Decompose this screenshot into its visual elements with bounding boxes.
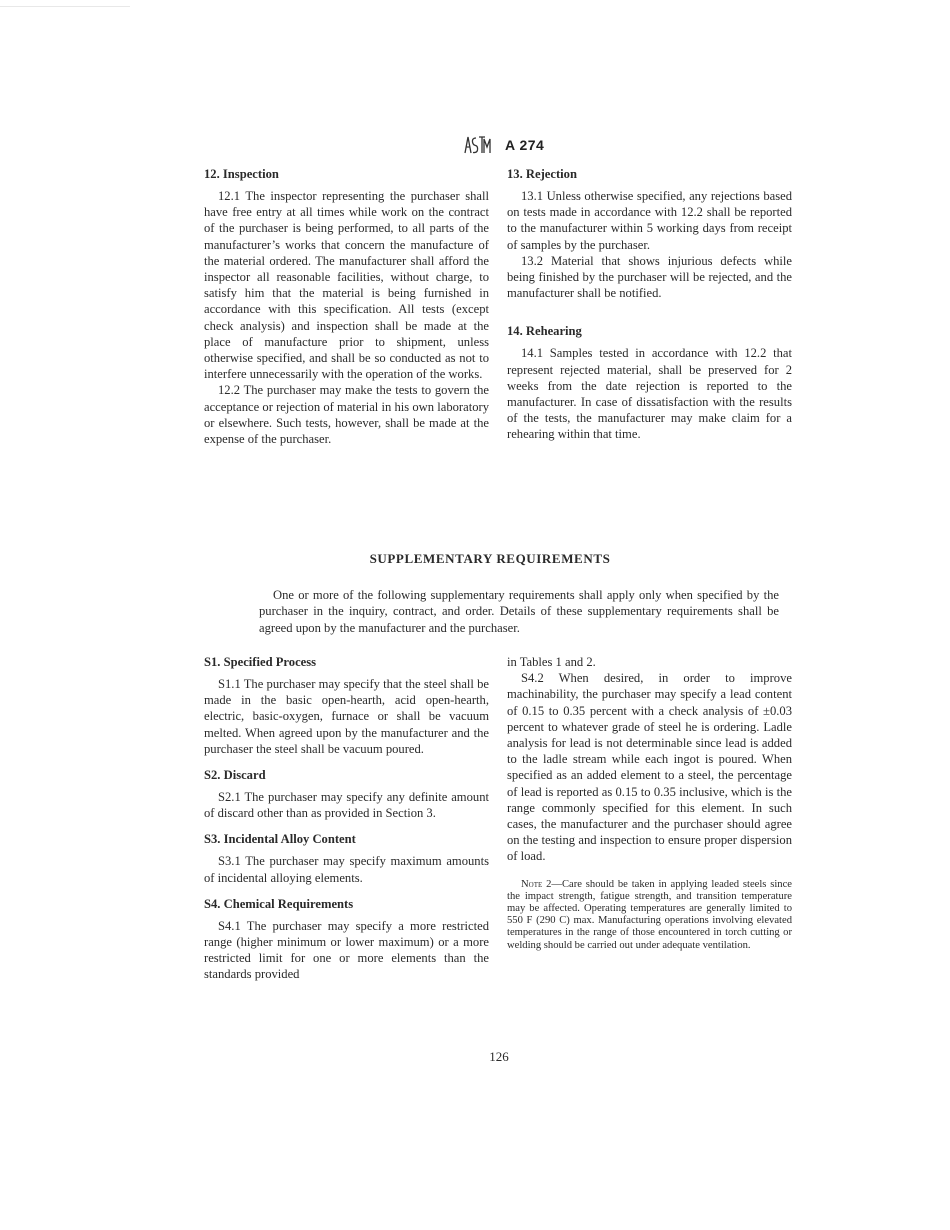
page-header: [463, 133, 544, 157]
paragraph-13-1: 13.1 Unless otherwise specified, any rejections based on tests made in accordance with 12.2 shall be reported to the manufacturer within 5 working days from receipt of samples by the purchaser.: [507, 189, 792, 252]
section-s2: [204, 767, 489, 821]
paragraph-s4-1: S4.1 The purchaser may specify a more restricted range (higher minimum or lower maximum) or a more restricted limit for one or more elements than the standards provided: [204, 918, 489, 982]
paragraph-12-1: 12.1 The inspector representing the purchaser shall have free entry at all times while work on the contract of the purchaser is being performed, to all parts of the manufacturer’s works that concern the manufacture of the material ordered. The manufacturer shall afford the inspector all reasonable facilities, without charge, to satisfy him that the material is being furnished in accordance with this specification. All tests (except check analysis) and inspection shall be made at the place of manufacture prior to shipment, unless otherwise specified, and shall be so conducted as not to interfere unnecessarily with the operation of the works.: [204, 189, 489, 382]
paragraph-s3-1: S3.1 The purchaser may specify maximum amounts of incidental alloying elements.: [204, 854, 489, 885]
section-title-s2: S2. Discard: [204, 768, 266, 783]
left-column-top: [204, 166, 489, 447]
right-column-top: [507, 166, 792, 443]
section-title-s4: S4. Chemical Requirements: [204, 896, 354, 911]
section-title-s3: S3. Incidental Alloy Content: [204, 832, 356, 847]
scan-artifact-line: [0, 6, 130, 7]
section-s1: [204, 654, 489, 757]
section-s4: [204, 896, 489, 983]
paragraph-13-2: 13.2 Material that shows injurious defects while being finished by the purchaser will be rejected, and the manufacturer shall be notified.: [507, 253, 792, 301]
left-column-bottom: [204, 654, 489, 983]
standard-number: A 274: [505, 137, 545, 153]
supplementary-intro: One or more of the following supplementary requirements shall apply only when specified by the purchaser in the inquiry, contract, and order. Details of these supplementary requirements shall be agreed upon by the manufacturer and the purchaser.: [259, 588, 779, 635]
supplementary-requirements-title: SUPPLEMENTARY REQUIREMENTS: [369, 551, 611, 566]
section-inspection: [204, 166, 489, 447]
paragraph-14-1: 14.1 Samples tested in accordance with 12.2 that represent rejected material, shall be preserved for 2 weeks from the date rejection is reported to the manufacturer. In case of dissatisfaction with the results of the tests, the manufacturer may make claim for a rehearing within that time.: [507, 346, 792, 442]
paragraph-s2-1: S2.1 The purchaser may specify any definite amount of discard other than as provided in Section 3.: [204, 790, 489, 821]
section-rehearing: [507, 323, 792, 442]
section-title-inspection: 12. Inspection: [204, 167, 279, 181]
section-title-rejection: 13. Rejection: [507, 167, 577, 181]
note-text: —Care should be taken in applying leaded steels since the impact strength, fatigue strength, and transition temperature may be affected. Operating temperatures are generally limited to 550 F (290 C) max. Manufacturing operations involving elevated temperatures in the range of those encountered in torch cutting or welding should be carried out under adequate ventilation.: [507, 878, 793, 951]
note-2: [507, 879, 792, 952]
paragraph-12-2: 12.2 The purchaser may make the tests to govern the acceptance or rejection of material in his own laboratory or elsewhere. Such tests, however, shall be made at the expense of the purchaser.: [204, 383, 489, 447]
page-number: 126: [489, 1049, 509, 1064]
paragraph-s4-1-continued: in Tables 1 and 2.: [507, 655, 596, 669]
paragraph-s1-1: S1.1 The purchaser may specify that the steel shall be made in the basic open-hearth, acid open-hearth, electric, basic-oxygen, furnace or shall be vacuum melted. When agreed upon by the manufacturer and the purchaser the steel shall be vacuum poured.: [204, 677, 489, 756]
section-title-s1: S1. Specified Process: [204, 655, 317, 669]
section-title-rehearing: 14. Rehearing: [507, 324, 582, 339]
paragraph-s4-2: S4.2 When desired, in order to improve machinability, the purchaser may specify a lead content of 0.15 to 0.35 percent with a check analysis of ±0.03 percent to whatever grade of steel he is ordering. Ladle analysis for lead is not determinable since lead is added to the ladle stream while each ingot is poured. When specified as an added element to a steel, the percentage of lead is reported as 0.15 to 0.35 inclusive, which is the range commonly specified for this element. In such cases, the manufacturer and the purchaser should agree on the testing and inspection to ensure proper dispersion of load.: [507, 671, 792, 864]
astm-logo-icon: [463, 133, 491, 157]
note-label: Note 2: [521, 878, 552, 890]
section-rejection: [507, 166, 792, 301]
right-column-bottom: [507, 654, 792, 952]
section-s3: [204, 831, 489, 885]
